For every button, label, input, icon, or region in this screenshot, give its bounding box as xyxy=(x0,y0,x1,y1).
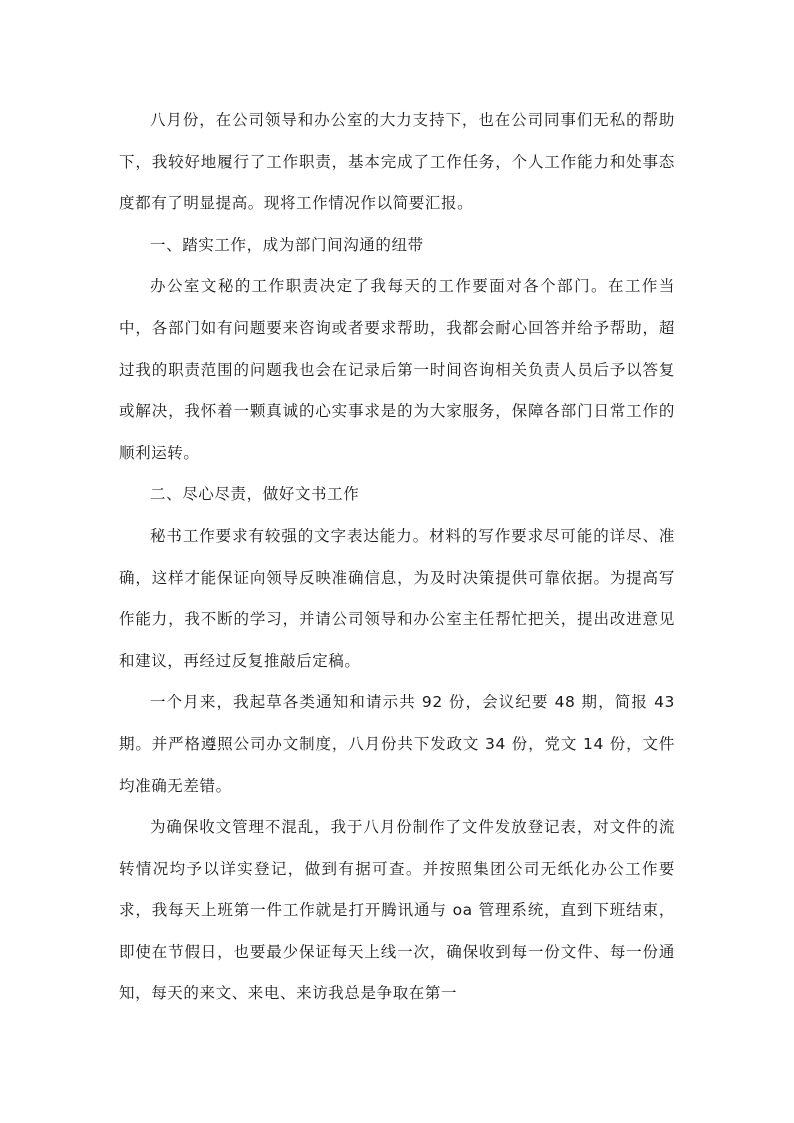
document-body xyxy=(119,100,675,1015)
section-2-paragraph-2: 一个月来，我起草各类通知和请示共 92 份，会议纪要 48 期，简报 43 期。并严格遵照公司办文制度，八月份共下发政文 34 份，党文 14 份，文件均准确无差错。 xyxy=(119,693,675,795)
section-2-paragraph-3: 为确保收文管理不混乱，我于八月份制作了文件发放登记表，对文件的流转情况均予以详实登记，做到有据可查。并按照集团公司无纸化办公工作要求，我每天上班第一件工作就是打开腾讯通与 oa 管理系统，直到下班结束，即使在节假日，也要最少保证每天上线一次，确保收到每一份文件、每一份通知，每天的来文、来电、来访我总是争取在第一 xyxy=(119,818,675,1003)
intro-paragraph: 八月份，在公司领导和办公室的大力支持下，也在公司同事们无私的帮助下，我较好地履行了工作职责，基本完成了工作任务，个人工作能力和处事态度都有了明显提高。现将工作情况作以简要汇报。 xyxy=(119,111,675,213)
section-heading-2: 二、尽心尽责，做好文书工作 xyxy=(150,485,360,504)
section-2-paragraph-1: 秘书工作要求有较强的文字表达能力。材料的写作要求尽可能的详尽、准确，这样才能保证向领导反映准确信息，为及时决策提供可靠依据。为提高写作能力，我不断的学习，并请公司领导和办公室主任帮忙把关，提出改进意见和建议，再经过反复推敲后定稿。 xyxy=(119,526,675,670)
section-heading-1: 一、踏实工作，成为部门间沟通的纽带 xyxy=(150,235,424,254)
section-1-paragraph: 办公室文秘的工作职责决定了我每天的工作要面对各个部门。在工作当中，各部门如有问题要来咨询或者要求帮助，我都会耐心回答并给予帮助，超过我的职责范围的问题我也会在记录后第一时间咨询相关负责人员后予以答复或解决，我怀着一颗真诚的心实事求是的为大家服务，保障各部门日常工作的顺利运转。 xyxy=(119,277,675,462)
